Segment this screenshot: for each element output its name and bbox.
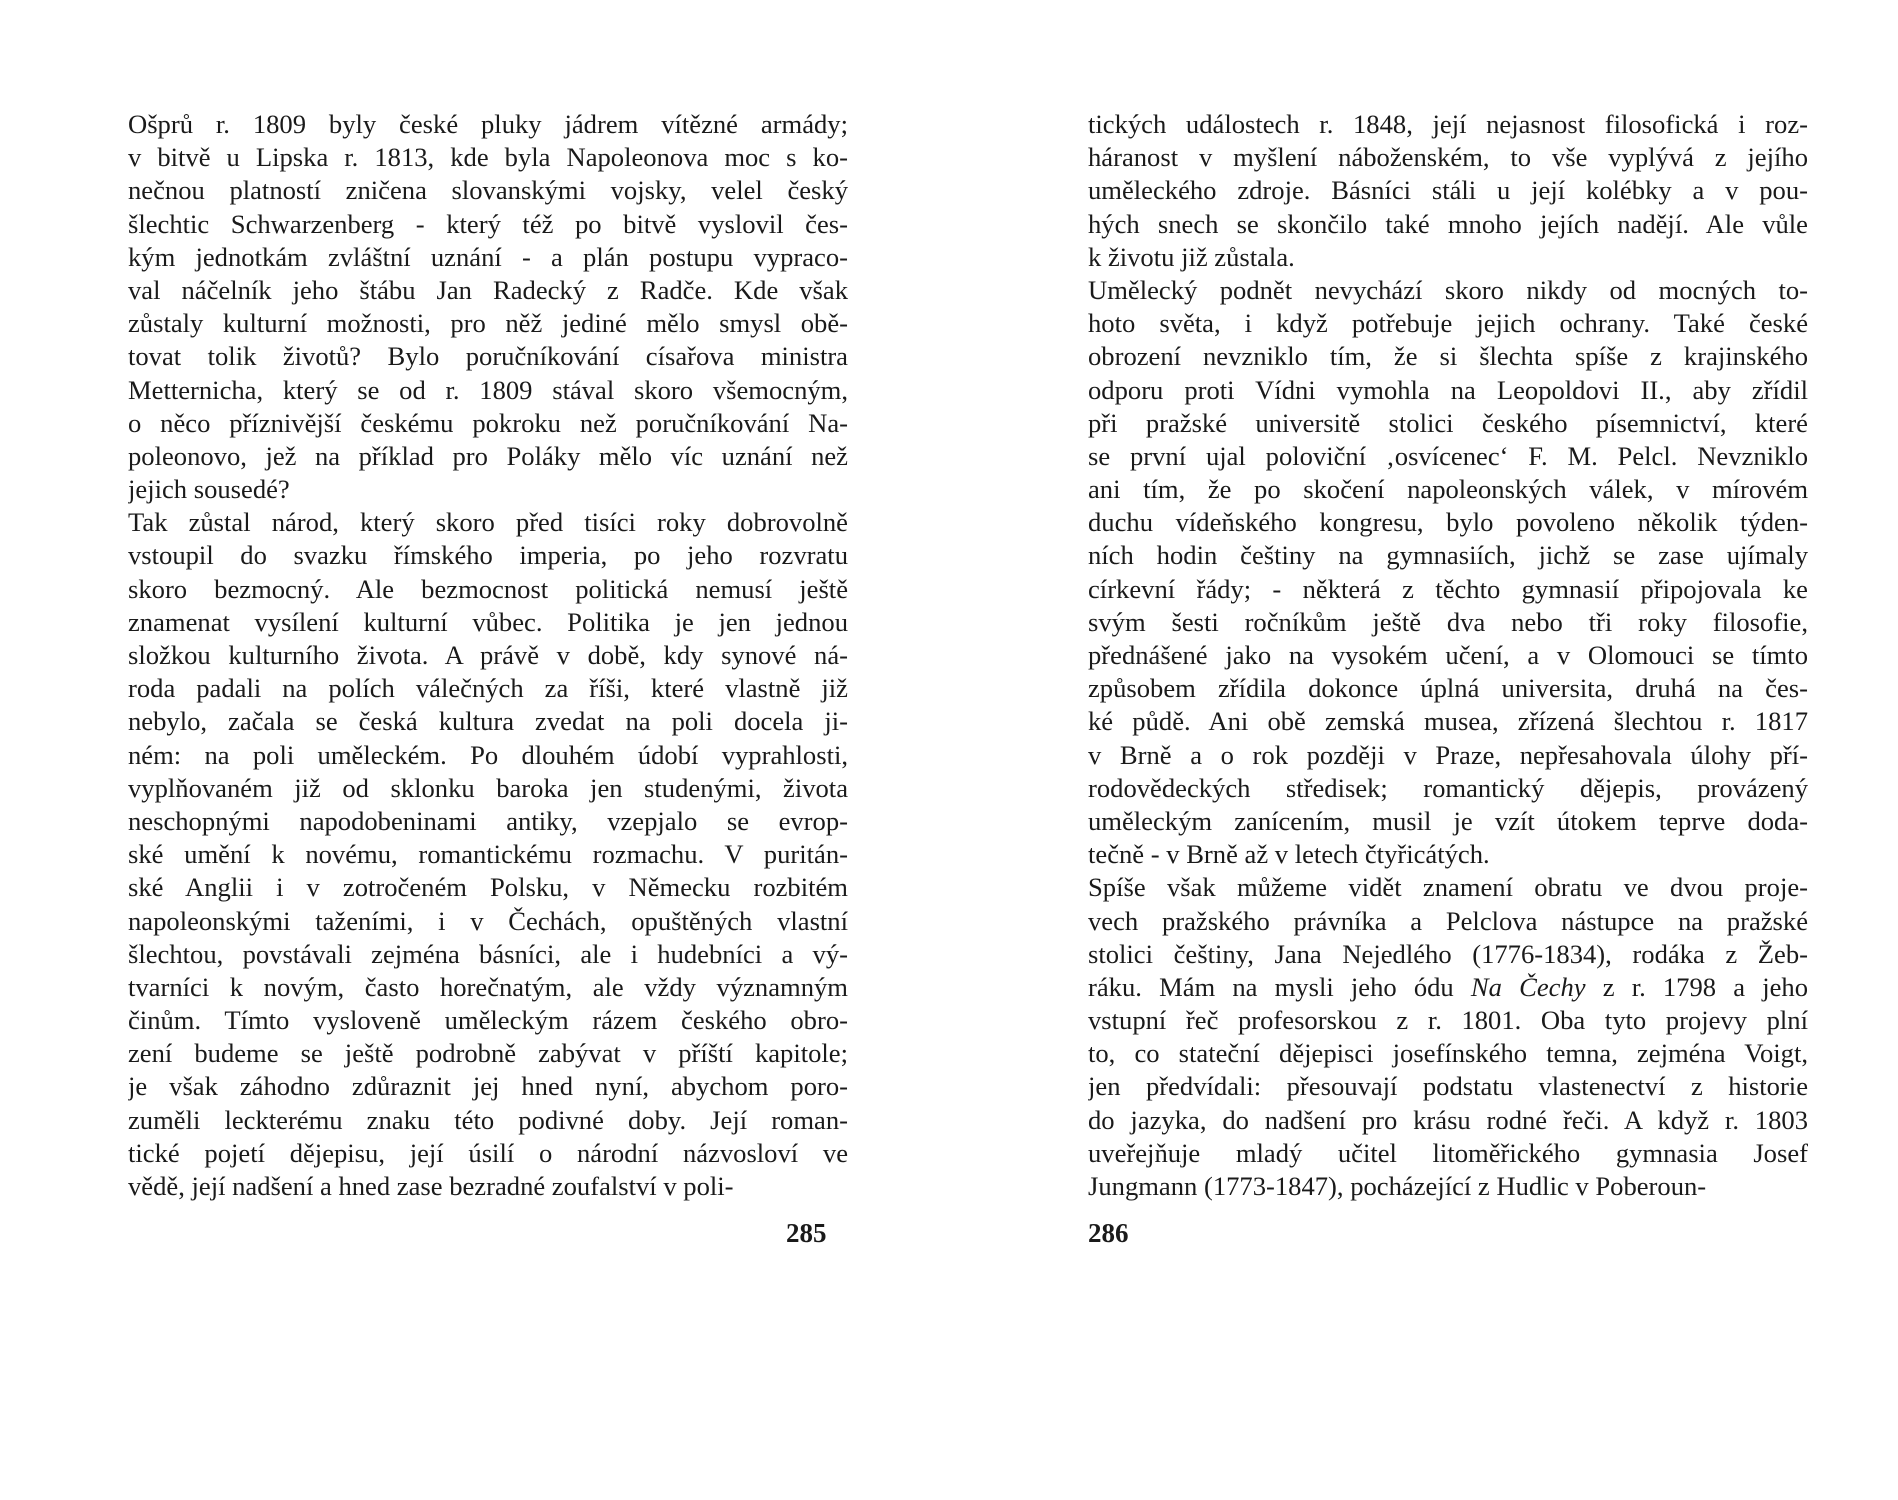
text-line: skoro bezmocný. Ale bezmocnost politická nemusí ještě xyxy=(128,573,848,604)
text-line: Jungmann (1773-1847), pocházející z Hudlic v Poberoun- xyxy=(1088,1171,1707,1201)
left-page-text xyxy=(128,108,848,1203)
text-line: nebylo, začala se česká kultura zvedat na poli docela ji- xyxy=(128,706,848,737)
text-line: hoto světa, i když potřebuje jejich ochrany. Také české xyxy=(1088,308,1808,339)
text-line: vech pražského právníka a Pelclova nástupce na pražské xyxy=(1088,905,1808,936)
text-line: uměleckým zanícením, musil je vzít útokem teprve dodа- xyxy=(1088,805,1808,836)
text-line: poleonovo, jež na příklad pro Poláky mělo víc uznání než xyxy=(128,440,848,471)
text-line: Metternicha, který se od r. 1809 stával skoro všemocným, xyxy=(128,374,848,405)
text-line: zuměli leckterému znaku této podivné doby. Její roman- xyxy=(128,1104,848,1135)
text-line: o něco příznivější českému pokroku než poručníkování Na- xyxy=(128,407,848,438)
text-line: zůstaly kulturní možnosti, pro něž jediné mělo smysl obě- xyxy=(128,308,848,339)
text-line: jen předvídali: přesouvají podstatu vlastenectví z historie xyxy=(1088,1071,1808,1102)
text-line: kým jednotkám zvláštní uznání - a plán postupu vypraco- xyxy=(128,241,848,272)
text-line: jejich sousedé? xyxy=(128,474,290,505)
text-line: církevní řády; - některá z těchto gymnasií připojovala ke xyxy=(1088,573,1808,604)
text-line: v bitvě u Lipska r. 1813, kde byla Napoleonova moc s ko- xyxy=(128,142,848,173)
text-line: uměleckého zdroje. Básníci stáli u její kolébky a v pou- xyxy=(1088,175,1808,206)
text-line: složkou kulturního života. A právě v době, kdy synové ná- xyxy=(128,640,848,670)
text-line: Ošprů r. 1809 byly české pluky jádrem vítězné armády; xyxy=(128,109,848,139)
text-line: nečnou platností zničena slovanskými vojsky, velel český xyxy=(128,175,848,206)
text-line: Tak zůstal národ, který skoro před tisíci roky dobrovolně xyxy=(128,507,848,538)
text-line: tovat tolik životů? Bylo poručníkování císařova ministra xyxy=(128,341,848,372)
left-page-number: 285 xyxy=(786,1218,827,1248)
text-line: hých snech se skončilo také mnoho jejích nadějí. Ale vůle xyxy=(1088,208,1808,239)
text-line: roda padali na polích válečných za říši, které vlastně již xyxy=(128,673,848,704)
text-line: tických událostech r. 1848, její nejasnost filosofická i roz- xyxy=(1088,109,1808,139)
text-line: vstoupil do svazku římského imperia, po jeho rozvratu xyxy=(128,540,848,571)
text-line: přednášené jako na vysokém učení, a v Olomouci se tímto xyxy=(1088,640,1808,670)
text-line: znamenat vysílení kulturní vůbec. Politika je jen jednou xyxy=(128,606,848,637)
text-line: ani tím, že po skočení napoleonských válek, v mírovém xyxy=(1088,474,1808,505)
text-line: Spíše však můžeme vidět znamení obratu ve dvou proje- xyxy=(1088,872,1808,903)
right-page-text xyxy=(1088,108,1808,1203)
text-line: se první ujal poloviční ‚osvícenec‘ F. M. Pelcl. Nevzniklo xyxy=(1088,440,1808,471)
text-line: do jazyka, do nadšení pro krásu rodné řeči. A když r. 1803 xyxy=(1088,1104,1808,1135)
text-line: napoleonskými taženími, i v Čechách, opuštěných vlastní xyxy=(128,905,848,936)
text-line: ské umění k novému, romantickému rozmachu. V puritán- xyxy=(128,839,848,870)
text-line: vědě, její nadšení a hned zase bezradné zoufalství v poli- xyxy=(128,1171,734,1201)
text-line: obrození nevzniklo tím, že si šlechta spíše z krajinského xyxy=(1088,341,1808,372)
text-line: svým šesti ročníkům ještě dva nebo tři roky filosofie, xyxy=(1088,606,1808,637)
right-page-number: 286 xyxy=(1088,1218,1129,1248)
text-line: činům. Tímto vysloveně uměleckým rázem českého obro- xyxy=(128,1005,848,1036)
text-line: tečně - v Brně až v letech čtyřicátých. xyxy=(1088,839,1490,870)
text-line: to, co stateční dějepisci josefínského temna, zejména Voigt, xyxy=(1088,1038,1808,1069)
text-line: odporu proti Vídni vymohla na Leopoldovi II., aby zřídil xyxy=(1088,374,1808,405)
text-line: šlechtic Schwarzenberg - který též po bitvě vyslovil čes- xyxy=(128,208,848,239)
text-line: háranost v myšlení náboženském, to vše vyplývá z jejího xyxy=(1088,142,1808,173)
text-line: zení budeme se ještě podrobně zabývat v příští kapitole; xyxy=(128,1038,848,1069)
text-line: ské Anglii i v zotročeném Polsku, v Německu rozbitém xyxy=(128,872,848,903)
text-line: ném: na poli uměleckém. Po dlouhém údobí vyprahlosti, xyxy=(128,739,848,770)
text-line: v Brně a o rok později v Praze, nepřesahovala úlohy pří- xyxy=(1088,739,1808,770)
text-line: ké půdě. Ani obě zemská musea, zřízená šlechtou r. 1817 xyxy=(1088,706,1808,737)
text-line: ráku. Mám na mysli jeho ódu Na Čechy z r. 1798 a jeho xyxy=(1088,971,1808,1002)
text-line: uveřejňuje mladý učitel litoměřického gymnasia Josef xyxy=(1088,1137,1808,1168)
text-line: Umělecký podnět nevychází skoro nikdy od mocných to- xyxy=(1088,274,1808,305)
text-line: rodovědeckých středisek; romantický dějepis, provázený xyxy=(1088,772,1808,803)
text-line: šlechtou, povstávali zejména básníci, ale i hudebníci a vý- xyxy=(128,938,848,969)
text-line: vstupní řeč profesorskou z r. 1801. Oba tyto projevy plní xyxy=(1088,1005,1808,1036)
text-line: stolici češtiny, Jana Nejedlého (1776-1834), rodáka z Žeb- xyxy=(1088,938,1808,969)
text-line: val náčelník jeho štábu Jan Radecký z Radče. Kde však xyxy=(128,274,848,305)
italic-title: Na Čechy xyxy=(1470,971,1586,1002)
text-line: je však záhodno zdůraznit jej hned nyní, abychom poro- xyxy=(128,1071,848,1102)
text-line: neschopnými napodobeninami antiky, vzepjalo se evrop- xyxy=(128,805,848,836)
text-line: vyplňovaném již od sklonku baroka jen studenými, života xyxy=(128,772,848,803)
text-line: ních hodin češtiny na gymnasiích, jichž se zase ujímaly xyxy=(1088,540,1808,571)
text-line: k životu již zůstala. xyxy=(1088,241,1295,272)
text-line: tvarníci k novým, často horečnatým, ale vždy významným xyxy=(128,971,848,1002)
text-line: tické pojetí dějepisu, její úsilí o národní názvosloví ve xyxy=(128,1137,848,1168)
text-line: při pražské universitě stolici českého písemnictví, které xyxy=(1088,407,1808,438)
text-line: duchu vídeňského kongresu, bylo povoleno několik týden- xyxy=(1088,507,1808,538)
text-line: způsobem zřídila dokonce úplná universita, druhá na čes- xyxy=(1088,673,1808,704)
